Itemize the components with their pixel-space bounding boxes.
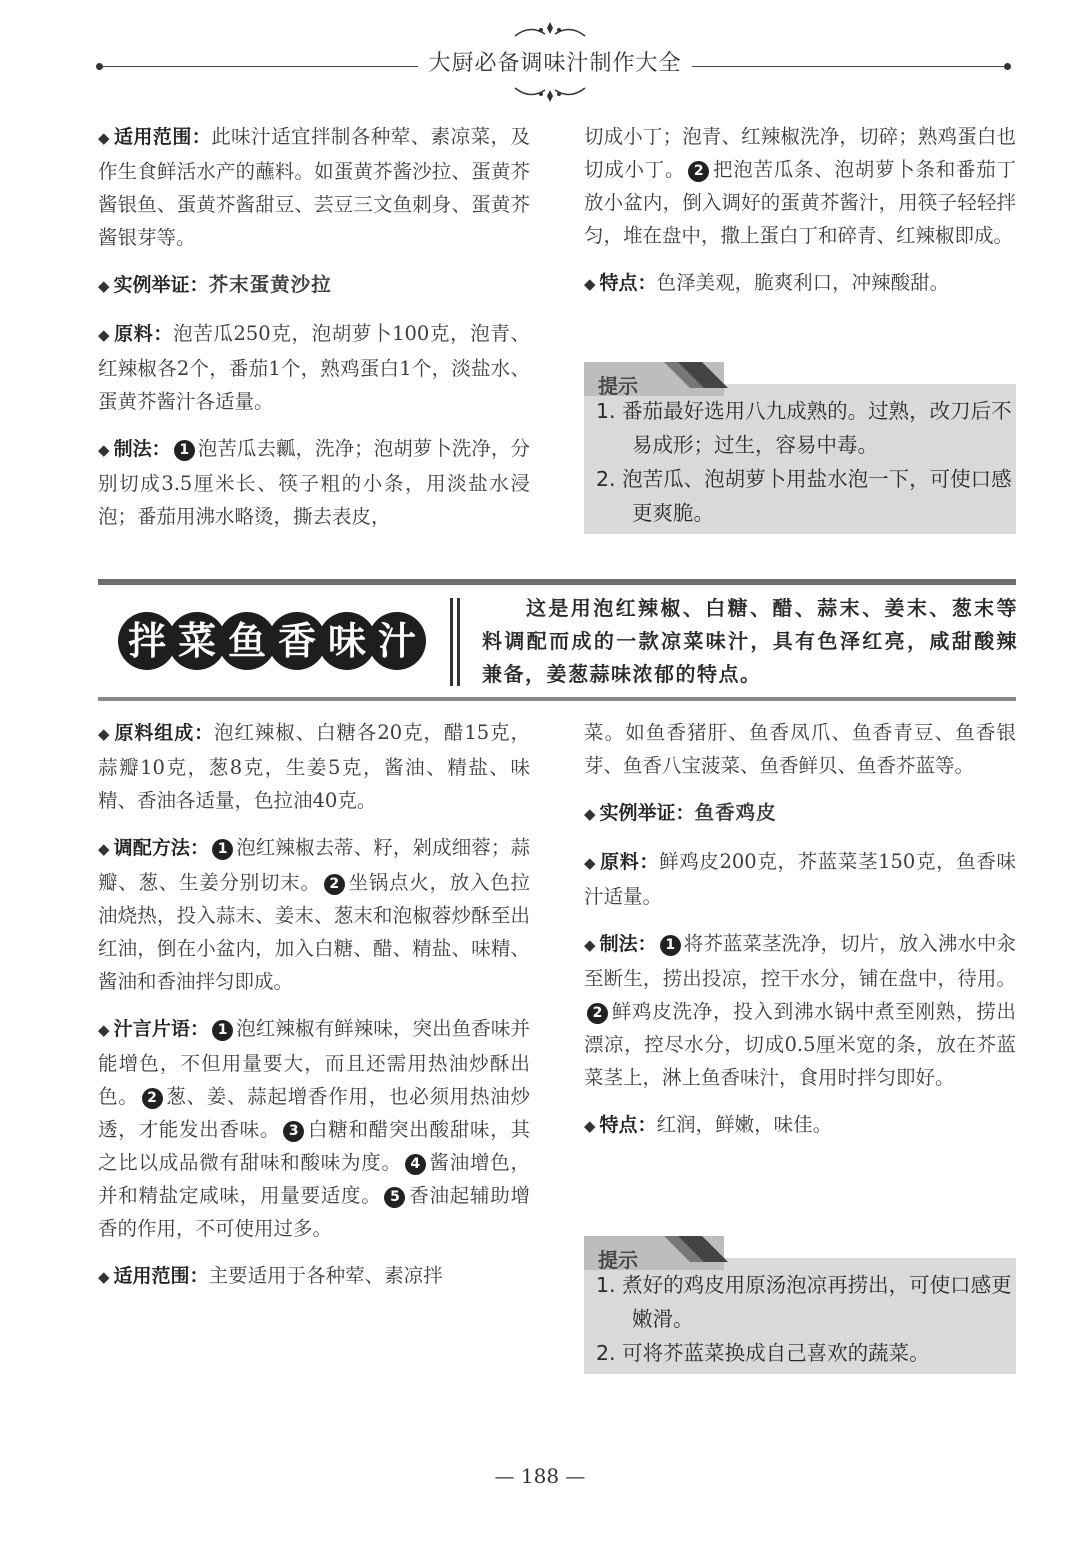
step-1-icon: 1	[212, 1020, 233, 1041]
top-right-column	[584, 120, 1016, 315]
method-continued: 切成小丁；泡青、红辣椒洗净，切碎；熟鸡蛋白也切成小丁。 2 把泡苦瓜条、泡胡萝卜条和番茄丁放小盆内，倒入调好的蛋黄芥酱汁，用筷子轻轻拌匀，堆在盘中，撒上蛋白丁和碎青、红辣椒即成。	[584, 125, 1016, 247]
tip-item: 1. 番茄最好选用八九成熟的。过熟，改刀后不易成形；过生，容易中毒。	[596, 399, 1012, 457]
tip-item: 1. 煮好的鸡皮用原汤泡凉再捞出，可使口感更嫩滑。	[596, 1273, 1012, 1331]
diamond-bullet-icon: ◆	[584, 1117, 596, 1135]
running-title: 大厨必备调味汁制作大全	[428, 51, 682, 76]
step-2-icon: 2	[324, 874, 345, 895]
title-char: 香	[268, 612, 326, 670]
step-4-icon: 4	[405, 1154, 426, 1175]
bottom-left-column	[98, 716, 530, 1308]
section-rule-bottom	[98, 697, 1016, 701]
notes-paragraph: ◆ 汁言片语： 1 泡红辣椒有鲜辣味，突出鱼香味并能增色，不但用量要大，而且还需用热油炒酥出色。 2 葱、姜、蒜起增香作用，也必须用热油炒透，才能发出香味。 3 白糖和醋突出酸甜味，其之比以成品微有甜味和酸味为度。 4 酱油增色，并和精盐定咸味，用量要适度。 5 香油起辅助增香的作用，不可使用过多。	[98, 1017, 530, 1240]
scope-continued: 菜。如鱼香猪肝、鱼香凤爪、鱼香青豆、鱼香银芽、鱼香八宝菠菜、鱼香鲜贝、鱼香芥蓝等。	[584, 721, 1016, 777]
feature-paragraph: ◆ 特点：色泽美观，脆爽利口，冲辣酸甜。	[584, 271, 950, 294]
method-paragraph: ◆ 制法： 1 泡苦瓜去瓤，洗净；泡胡萝卜洗净，分别切成3.5厘米长、筷子粗的小条，用淡盐水浸泡；番茄用沸水略烫，撕去表皮，	[98, 437, 530, 528]
example-paragraph: ◆ 实例举证：芥末蛋黄沙拉	[98, 273, 332, 296]
section-intro: 这是用泡红辣椒、白糖、醋、蒜末、姜末、葱末等料调配而成的一款凉菜味汁，具有色泽红亮，咸甜酸辣兼备，姜葱蒜味浓郁的特点。	[482, 596, 1018, 686]
ingredients-paragraph: ◆ 原料：鲜鸡皮200克，芥蓝菜茎150克，鱼香味汁适量。	[584, 850, 1016, 908]
example-paragraph: ◆ 实例举证：鱼香鸡皮	[584, 801, 777, 824]
tip-box-bottom	[584, 1248, 1016, 1374]
tip-item: 2. 泡苦瓜、泡胡萝卜用盐水泡一下，可使口感更爽脆。	[596, 467, 1012, 525]
tip-label: 提示	[598, 1248, 638, 1272]
top-ornament-icon	[505, 18, 595, 44]
divider-bar	[457, 598, 460, 686]
section-title	[118, 612, 426, 674]
diamond-bullet-icon: ◆	[98, 725, 111, 743]
step-2-icon: 2	[688, 161, 709, 182]
page-number: — 188 —	[494, 1464, 586, 1488]
composition-paragraph: ◆ 原料组成：泡红辣椒、白糖各20克，醋15克，蒜瓣10克，葱8克，生姜5克，酱油、精盐、味精、香油各适量，色拉油40克。	[98, 721, 530, 812]
diamond-bullet-icon: ◆	[584, 936, 596, 954]
step-2-icon: 2	[142, 1088, 163, 1109]
method-paragraph: ◆ 制法： 1 将芥蓝菜茎洗净，切片，放入沸水中汆至断生，捞出投凉，控干水分，铺在盘中，待用。2 鲜鸡皮洗净，投入到沸水锅中煮至刚熟，捞出漂凉，控尽水分，切成0.5厘米宽的条，放在芥蓝菜茎上，淋上鱼香味汁，食用时拌匀即好。	[584, 932, 1016, 1089]
feature-paragraph: ◆ 特点：红润，鲜嫩，味佳。	[584, 1113, 833, 1136]
header-rule-right	[692, 66, 1007, 67]
header-rule-left	[100, 66, 418, 67]
title-char: 菜	[168, 612, 226, 670]
tip-stripes-icon	[644, 1236, 734, 1262]
diamond-bullet-icon: ◆	[98, 441, 110, 459]
page-header	[0, 0, 1080, 110]
divider-bar	[450, 598, 453, 686]
preparation-paragraph: ◆ 调配方法： 1 泡红辣椒去蒂、籽，剁成细蓉；蒜瓣、葱、生姜分别切末。 2 坐锅点火，放入色拉油烧热，投入蒜末、姜末、葱末和泡椒蓉炒酥至出红油，倒在小盆内，加入白糖、醋、精盐、味精、酱油和香油拌匀即成。	[98, 836, 530, 993]
tip-label: 提示	[598, 374, 638, 398]
diamond-bullet-icon: ◆	[98, 1021, 110, 1039]
tip-box-top	[584, 374, 1016, 534]
scope-paragraph: ◆ 适用范围：主要适用于各种荤、素凉拌	[98, 1264, 443, 1287]
step-1-icon: 1	[212, 839, 233, 860]
step-3-icon: 3	[283, 1121, 304, 1142]
section-rule-top	[98, 579, 1016, 585]
scope-paragraph: ◆ 适用范围：此味汁适宜拌制各种荤、素凉菜，及作生食鲜活水产的蘸料。如蛋黄芥酱沙拉、蛋黄芥酱银鱼、蛋黄芥酱甜豆、芸豆三文鱼刺身、蛋黄芥酱银芽等。	[98, 125, 530, 249]
step-2-icon: 2	[587, 1003, 608, 1024]
bottom-ornament-icon	[505, 80, 595, 106]
diamond-bullet-icon: ◆	[98, 277, 110, 295]
step-1-icon: 1	[660, 935, 681, 956]
header-dot-left	[96, 63, 103, 70]
title-char: 味	[318, 612, 376, 670]
header-dot-right	[1004, 63, 1011, 70]
step-5-icon: 5	[384, 1187, 405, 1208]
diamond-bullet-icon: ◆	[584, 854, 597, 872]
diamond-bullet-icon: ◆	[98, 1268, 110, 1286]
tip-list	[584, 1258, 1016, 1370]
step-1-icon: 1	[174, 440, 195, 461]
tip-stripes-icon	[644, 362, 734, 388]
diamond-bullet-icon: ◆	[98, 326, 111, 344]
top-left-column	[98, 120, 530, 547]
bottom-right-column	[584, 716, 1016, 1157]
diamond-bullet-icon: ◆	[584, 805, 596, 823]
diamond-bullet-icon: ◆	[584, 275, 596, 293]
tip-item: 2. 可将芥蓝菜换成自己喜欢的蔬菜。	[596, 1341, 930, 1365]
title-char: 拌	[118, 612, 176, 670]
title-char: 汁	[368, 612, 426, 670]
tip-list	[584, 384, 1016, 530]
title-char: 鱼	[218, 612, 276, 670]
diamond-bullet-icon: ◆	[98, 840, 110, 858]
ingredients-paragraph: ◆ 原料：泡苦瓜250克，泡胡萝卜100克，泡青、红辣椒各2个，番茄1个，熟鸡蛋白1个，淡盐水、蛋黄芥酱汁各适量。	[98, 322, 530, 413]
diamond-bullet-icon: ◆	[98, 129, 110, 147]
